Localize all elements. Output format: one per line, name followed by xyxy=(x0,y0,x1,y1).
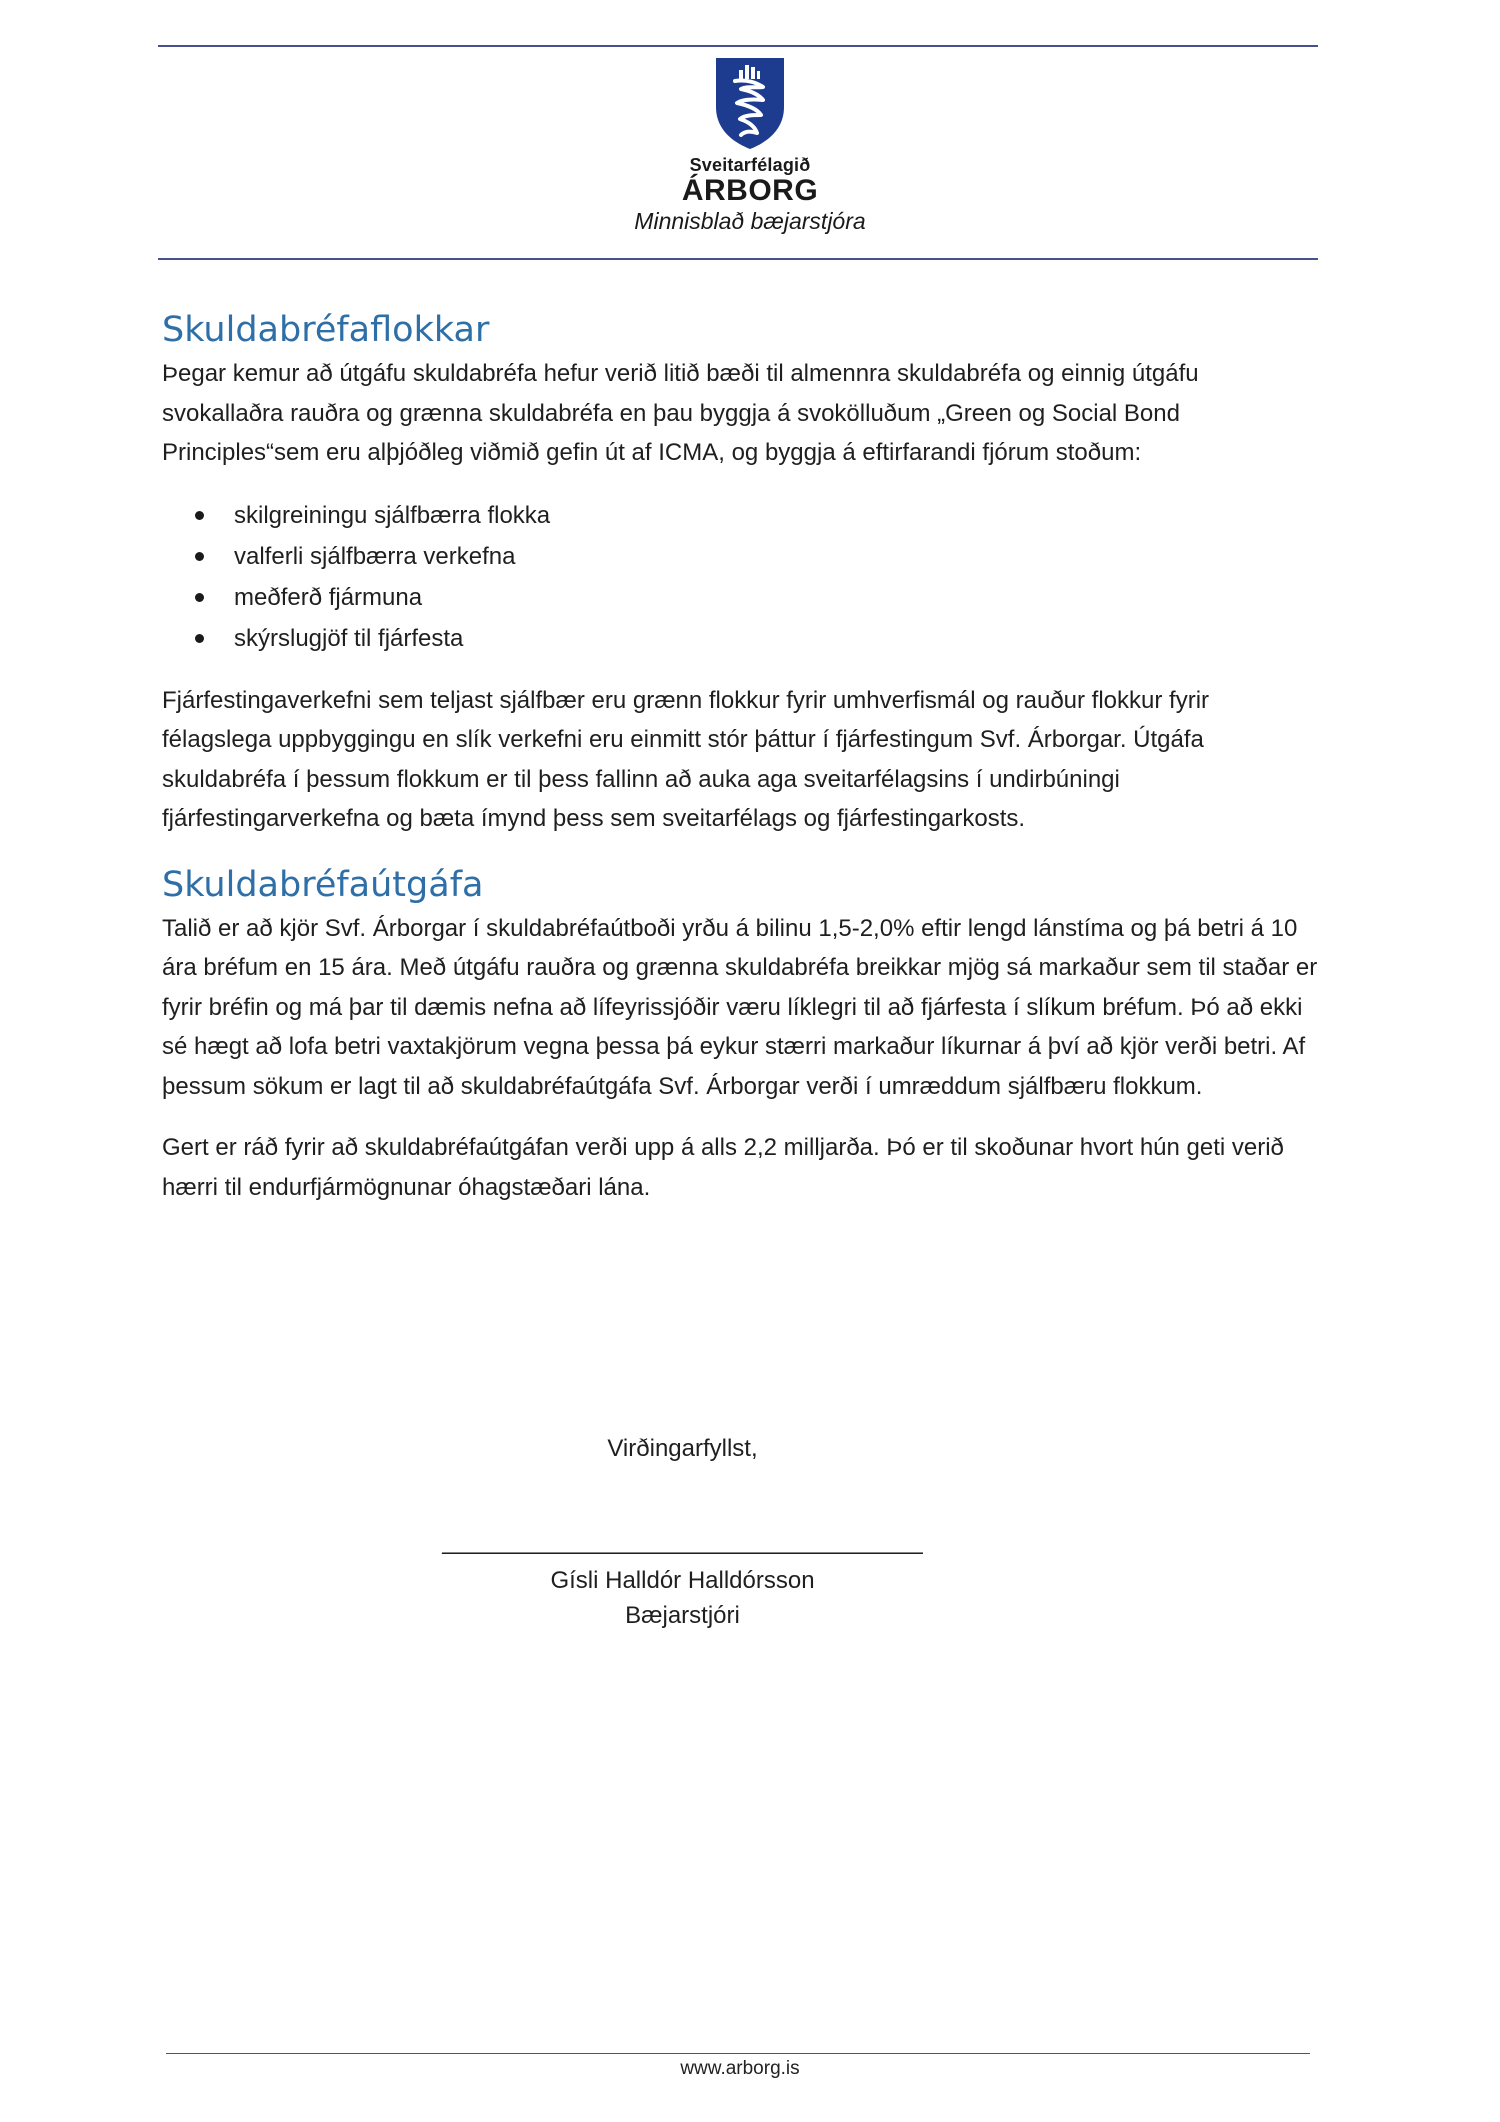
arborg-coat-of-arms-icon xyxy=(713,55,787,151)
terms-paragraph: Talið er að kjör Svf. Árborgar í skuldabréfaútboði yrðu á bilinu 1,5-2,0% eftir lengd lánstíma og þá betri á 10 ára bréfum en 15 ára. Með útgáfu rauðra og grænna skuldabréfa breikkar mjög sá markaður sem til staðar er fyrir bréfin og má þar til dæmis nefna að lífeyrissjóðir væru líklegri til að fjárfesta í slíkum bréfum. Þó að ekki sé hægt að lofa betri vaxtakjörum vegna þessa þá eykur stærri markaður líkurnar á því að kjör verði betri. Af þessum sökum er lagt til að skuldabréfaútgáfa Svf. Árborgar verði í umræddum sjálfbæru flokkum. xyxy=(162,914,1318,1100)
section-intro-paragraph: Þegar kemur að útgáfu skuldabréfa hefur verið litið bæði til almennra skuldabréfa og einnig útgáfu svokallaðra rauðra og grænna skuldabréfa en þau byggja á svokölluðum „Green og Social Bond Principles“sem eru alþjóðleg viðmið gefin út af ICMA, og byggja á eftirfarandi fjórum stoðum: xyxy=(162,360,1199,466)
section-heading-bond-classes: Skuldabréfaflokkar xyxy=(162,310,490,350)
signatory-title: Bæjarstjóri xyxy=(625,1602,740,1629)
list-item: skýrslugjöf til fjárfesta xyxy=(162,618,1322,659)
footer-rule xyxy=(166,2053,1310,2054)
org-name-line1: Sveitarfélagið xyxy=(689,155,811,175)
issuance-amount-paragraph: Gert er ráð fyrir að skuldabréfaútgáfan verði upp á alls 2,2 milljarða. Þó er til skoðunar hvort hún geti verið hærri til endurfjármögnunar óhagstæðari lána. xyxy=(162,1134,1284,1201)
header-top-rule xyxy=(158,45,1318,47)
sustainable-projects-paragraph: Fjárfestingaverkefni sem teljast sjálfbær eru grænn flokkur fyrir umhverfismál og rauður flokkur fyrir félagslega uppbyggingu en slík verkefni eru einmitt stór þáttur í fjárfestingum Svf. Árborgar. Útgáfa skuldabréfa í þessum flokkum er til þess fallinn að auka aga sveitarfélagsins í undirbúningi fjárfestingarverkefna og bæta ímynd þess sem sveitarfélags og fjárfestingarkosts. xyxy=(162,686,1210,832)
header-bottom-rule xyxy=(158,258,1318,260)
signature-line: ____________________________________ xyxy=(442,1528,923,1555)
list-item: skilgreiningu sjálfbærra flokka xyxy=(162,495,1322,536)
document-type: Minnisblað bæjarstjóra xyxy=(634,208,866,234)
signatory-name: Gísli Halldór Halldórsson xyxy=(550,1567,815,1594)
org-name-line2: ÁRBORG xyxy=(681,174,819,207)
footer-website-link[interactable]: www.arborg.is xyxy=(680,2058,800,2079)
principles-list xyxy=(162,495,1322,659)
letterhead xyxy=(0,55,1500,235)
list-item: meðferð fjármuna xyxy=(162,577,1322,618)
document-body xyxy=(162,306,1322,1207)
section-heading-bond-issuance: Skuldabréfaútgáfa xyxy=(162,864,484,905)
closing-salutation: Virðingarfyllst, xyxy=(607,1435,758,1462)
list-item: valferli sjálfbærra verkefna xyxy=(162,536,1322,577)
